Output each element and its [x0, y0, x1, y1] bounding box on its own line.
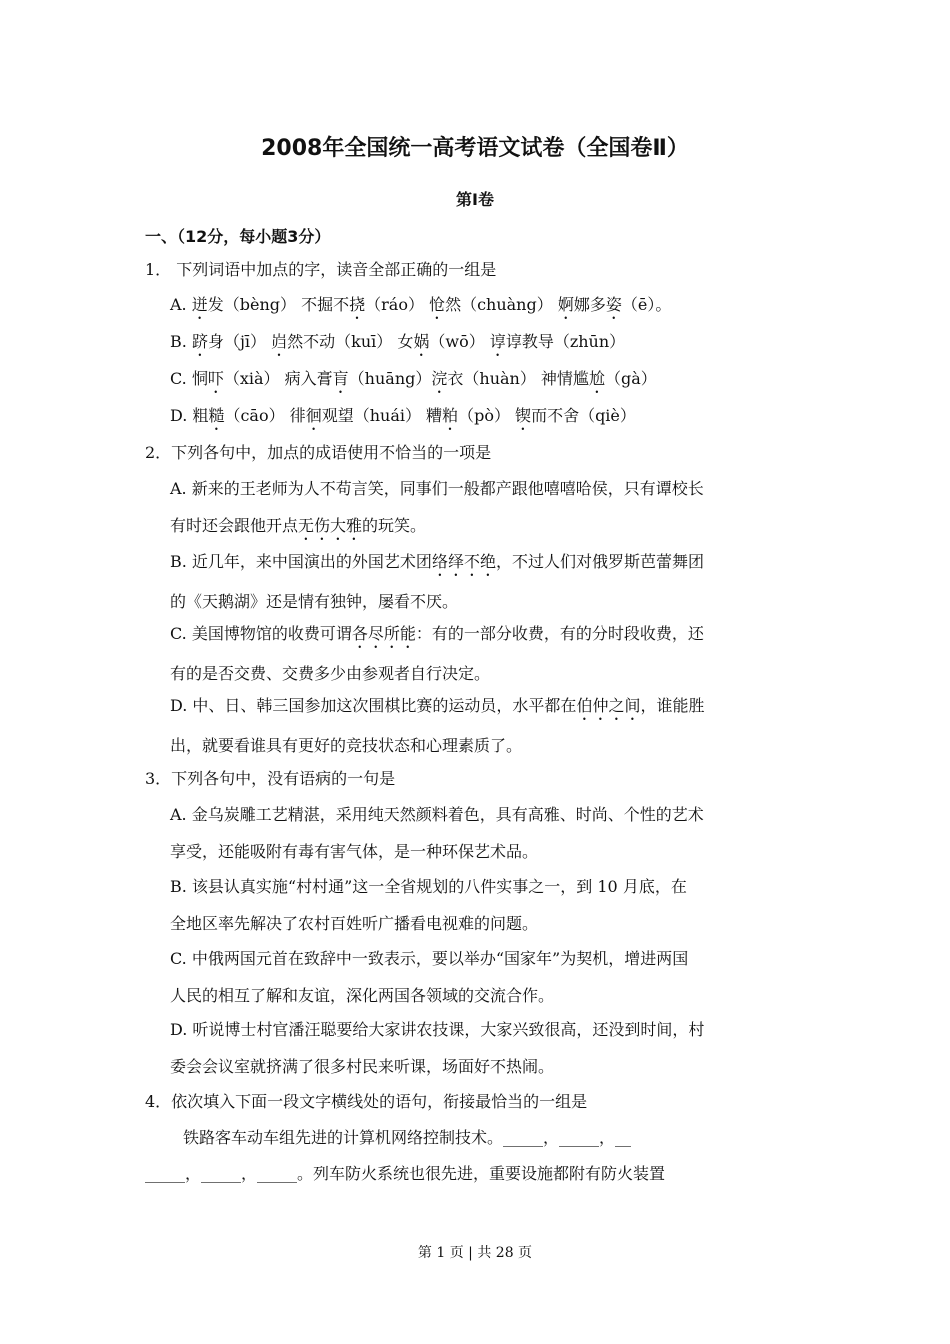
question-4-passage-line-1: 铁路客车动车组先进的计算机网络控制技术。_____，_____，__: [183, 1128, 632, 1147]
question-2-option-c-line-1: C. 美国博物馆的收费可谓各尽所能：有的一部分收费，有的分时段收费，还: [170, 624, 704, 643]
dotted-idiom: 各尽所能: [351, 624, 416, 643]
question-2-option-b-line-1: B. 近几年，来中国演出的外国艺术团络绎不绝，不过人们对俄罗斯芭蕾舞团: [170, 552, 704, 571]
question-3-option-c-line-2: 人民的相互了解和友谊，深化两国各领域的交流合作。: [170, 986, 555, 1005]
dotted-char: 浣: [431, 369, 448, 388]
question-2-option-b-line-2: 的《天鹅湖》还是情有独钟，屡看不厌。: [170, 592, 459, 611]
question-1-stem: 1． 下列词语中加点的字，读音全部正确的一组是: [145, 260, 497, 279]
dotted-char: 跻: [191, 332, 208, 351]
question-1-option-b: B. 跻身（jī） 岿然不动（kuī） 女娲（wō） 谆谆教导（zhūn）: [170, 332, 626, 351]
question-2-stem: 2．下列各句中，加点的成语使用不恰当的一项是: [145, 443, 492, 462]
question-3-option-a-line-1: A. 金乌炭雕工艺精湛，采用纯天然颜料着色，具有高雅、时尚、个性的艺术: [170, 805, 704, 824]
dotted-char: 娲: [413, 332, 430, 351]
dotted-char: 糙: [208, 406, 225, 425]
question-4-passage-line-2: _____，_____，_____。列车防火系统也很先进，重要设施都附有防火装置: [145, 1164, 666, 1183]
question-3-stem: 3．下列各句中，没有语病的一句是: [145, 769, 396, 788]
volume-heading: 第Ⅰ卷: [456, 190, 494, 209]
question-1-option-a: A. 迸发（bèng） 不掘不挠（ráo） 怆然（chuàng） 婀娜多姿（ē）。: [170, 295, 672, 314]
dotted-char: 挠: [349, 295, 366, 314]
question-2-option-d-line-2: 出，就要看谁具有更好的竞技状态和心理素质了。: [170, 736, 523, 755]
dotted-char: 姿: [605, 295, 622, 314]
question-3-option-d-line-1: D. 听说博士村官潘汪聪要给大家讲农技课，大家兴致很高，还没到时间，村: [170, 1020, 705, 1039]
question-2-option-a-line-1: A. 新来的王老师为人不苟言笑，同事们一般都产跟他嘻嘻哈侯，只有谭校长: [170, 479, 704, 498]
dotted-char: 婀: [557, 295, 574, 314]
question-3-option-c-line-1: C. 中俄两国元首在致辞中一致表示，要以举办“国家年”为契机，增进两国: [170, 949, 689, 968]
question-3-option-d-line-2: 委会会议室就挤满了很多村民来听课，场面好不热闹。: [170, 1057, 555, 1076]
question-2-option-c-line-2: 有的是否交费、交费多少由参观者自行决定。: [170, 664, 491, 683]
dotted-idiom: 伯仲之间: [576, 696, 641, 715]
dotted-char: 粕: [442, 406, 459, 425]
dotted-char: 吓: [207, 369, 224, 388]
question-3-option-a-line-2: 享受，还能吸附有毒有害气体，是一种环保艺术品。: [170, 842, 539, 861]
dotted-char: 肓: [332, 369, 349, 388]
page-footer: 第 1 页 | 共 28 页: [417, 1245, 533, 1261]
dotted-char: 尬: [588, 369, 605, 388]
question-1-option-d: D. 粗糙（cāo） 徘徊观望（huái） 糟粕（pò） 锲而不舍（qiè）: [170, 406, 636, 425]
question-2-option-d-line-1: D. 中、日、韩三国参加这次围棋比赛的运动员，水平都在伯仲之间，谁能胜: [170, 696, 705, 715]
dotted-idiom: 络绎不绝: [431, 552, 496, 571]
dotted-char: 谆: [489, 332, 506, 351]
document-title: 2008年全国统一高考语文试卷（全国卷Ⅱ）: [261, 136, 689, 161]
dotted-char: 锲: [515, 406, 532, 425]
question-2-option-a-line-2: 有时还会跟他开点无伤大雅的玩笑。: [170, 516, 427, 535]
dotted-char: 怆: [429, 295, 446, 314]
question-3-option-b-line-1: B. 该县认真实施“村村通”这一全省规划的八件实事之一，到 10 月底，在: [170, 877, 687, 896]
question-1-option-c: C. 恫吓（xià） 病入膏肓（huāng）浣衣（huàn） 神情尴尬（gà）: [170, 369, 657, 388]
dotted-char: 迸: [191, 295, 208, 314]
dotted-char: 岿: [271, 332, 288, 351]
question-4-stem: 4．依次填入下面一段文字横线处的语句，衔接最恰当的一组是: [145, 1092, 588, 1111]
dotted-char: 徊: [305, 406, 322, 425]
dotted-idiom: 无伤大雅: [298, 516, 363, 535]
section-heading: 一、（12分，每小题3分）: [145, 227, 331, 246]
question-3-option-b-line-2: 全地区率先解决了农村百姓听广播看电视难的问题。: [170, 914, 539, 933]
